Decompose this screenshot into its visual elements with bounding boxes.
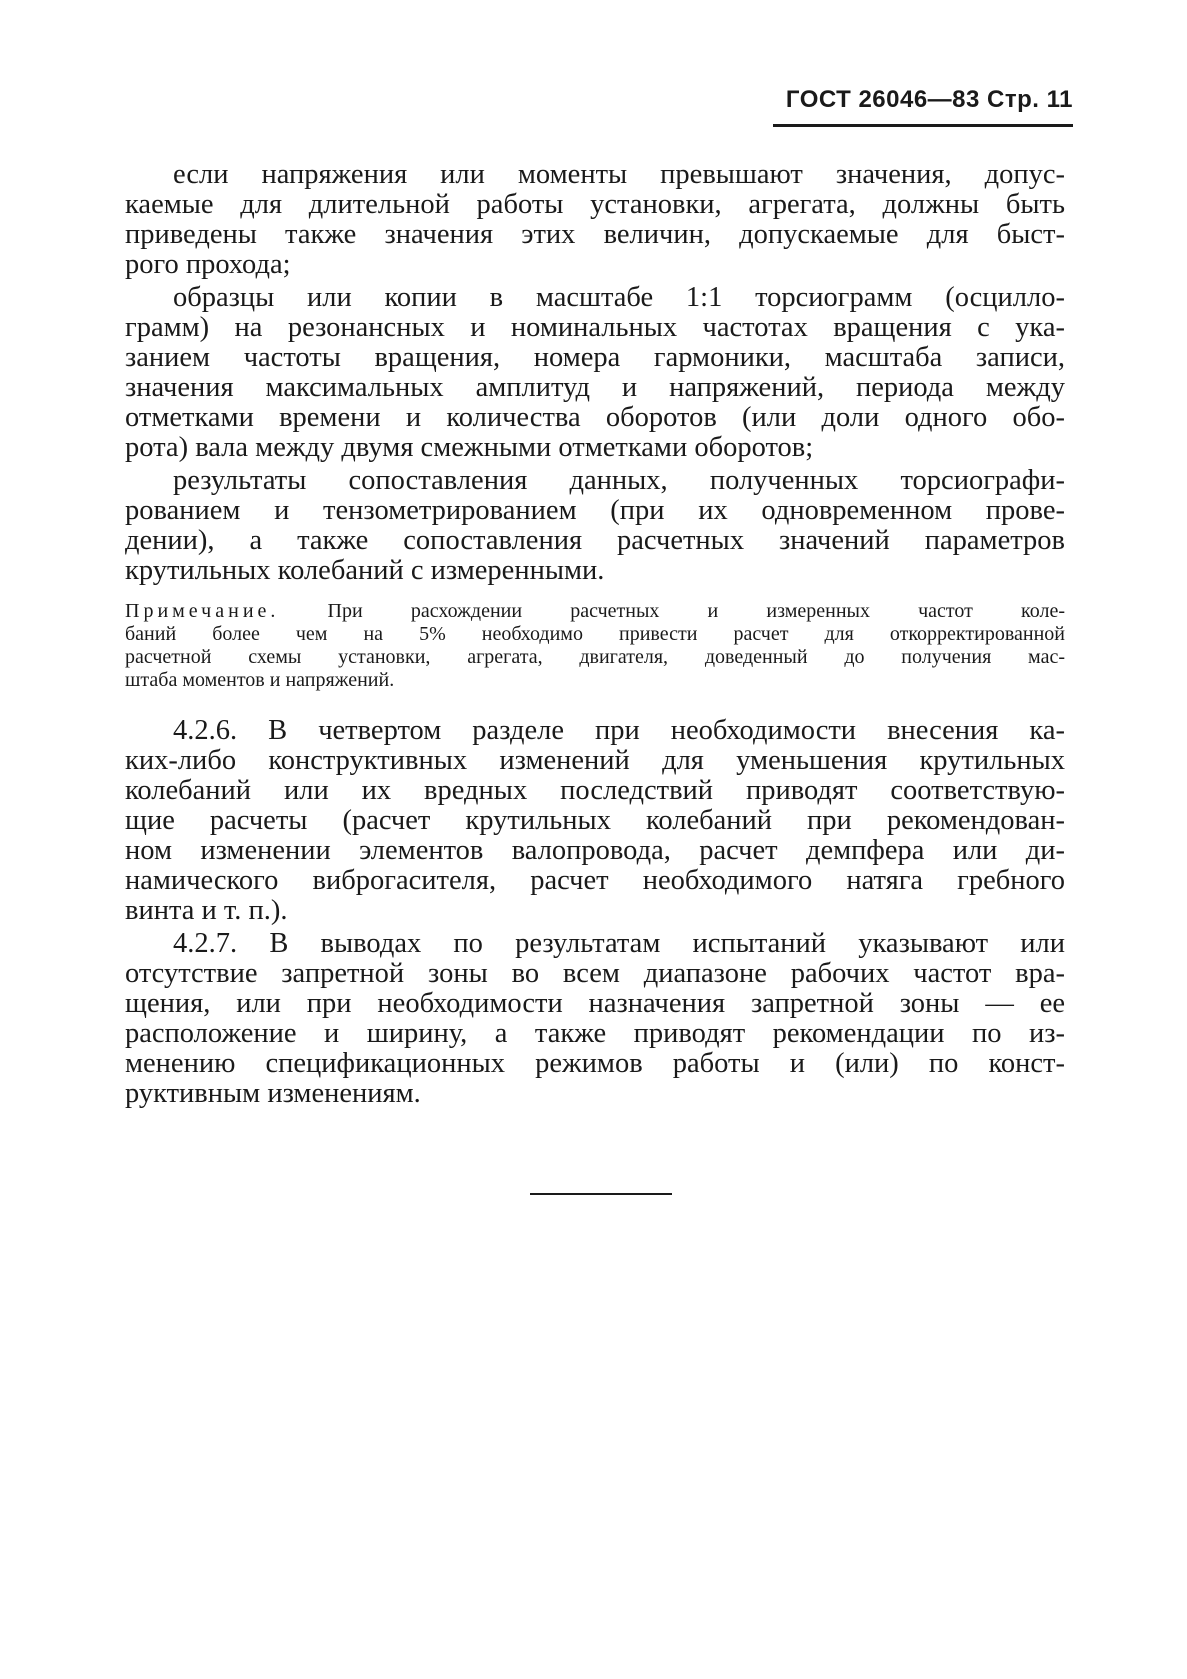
text-line: намического виброгасителя, расчет необходимого натяга гребного <box>125 865 1065 896</box>
header-text: ГОСТ 26046—83 Стр. 11 <box>785 86 1073 113</box>
text-line: грамм) на резонансных и номинальных частотах вращения с ука- <box>125 312 1065 343</box>
text-line: рого прохода; <box>125 249 291 280</box>
note-line: расчетной схемы установки, агрегата, двигателя, доведенный до получения мас- <box>125 646 1065 668</box>
note-text: При расхождении расчетных и измеренных частот коле- <box>279 600 1065 622</box>
text-line: менению спецификационных режимов работы и (или) по конст- <box>125 1048 1065 1079</box>
text-line: рованием и тензометрированием (при их одновременном прове- <box>125 495 1065 526</box>
note-line <box>125 600 1065 623</box>
paragraph-permissible-values <box>125 160 1065 280</box>
paragraph-comparison-results <box>125 466 1065 586</box>
end-rule <box>530 1193 672 1195</box>
text-line: щие расчеты (расчет крутильных колебаний при рекомендован- <box>125 805 1065 836</box>
text-line: приведены также значения этих величин, допускаемые для быст- <box>125 219 1065 250</box>
document-body <box>125 160 1065 1109</box>
paragraph-torsiogram-samples <box>125 283 1065 463</box>
page-header <box>773 86 1073 127</box>
text-line: рота) вала между двумя смежными отметками оборотов; <box>125 432 814 463</box>
note-line: баний более чем на 5% необходимо привести расчет для откорректированной <box>125 623 1065 645</box>
note-line: штаба моментов и напряжений. <box>125 669 395 691</box>
text-line: образцы или копии в масштабе 1:1 торсиограмм (осцилло- <box>173 282 1065 313</box>
text-line: результаты сопоставления данных, полученных торсиографи- <box>173 465 1065 496</box>
text-line: занием частоты вращения, номера гармоники, масштаба записи, <box>125 342 1065 373</box>
text-line: отметками времени и количества оборотов (или доли одного обо- <box>125 402 1065 433</box>
text-line: крутильных колебаний с измеренными. <box>125 555 605 586</box>
text-line: отсутствие запретной зоны во всем диапазоне рабочих частот вра- <box>125 958 1065 989</box>
text-line: винта и т. п.). <box>125 895 288 926</box>
text-line: ких-либо конструктивных изменений для уменьшения крутильных <box>125 745 1065 776</box>
text-line: значения максимальных амплитуд и напряжений, периода между <box>125 372 1065 403</box>
text-line: 4.2.7. В выводах по результатам испытаний указывают или <box>173 928 1065 959</box>
text-line: каемые для длительной работы установки, агрегата, должны быть <box>125 189 1065 220</box>
note-label: Примечание. <box>125 600 280 622</box>
text-line: дении), а также сопоставления расчетных значений параметров <box>125 525 1065 556</box>
text-line: 4.2.6. В четвертом разделе при необходимости внесения ка- <box>173 715 1065 746</box>
text-line: щения, или при необходимости назначения запретной зоны — ее <box>125 988 1065 1019</box>
text-line: расположение и ширину, а также приводят рекомендации по из- <box>125 1018 1065 1049</box>
text-line: ном изменении элементов валопровода, расчет демпфера или ди- <box>125 835 1065 866</box>
text-line: если напряжения или моменты превышают значения, допус- <box>173 159 1065 190</box>
text-line: колебаний или их вредных последствий приводят соответствую- <box>125 775 1065 806</box>
note-block <box>125 600 1065 692</box>
section-4-2-7 <box>125 929 1065 1109</box>
section-4-2-6 <box>125 716 1065 926</box>
text-line: руктивным изменениям. <box>125 1078 421 1109</box>
